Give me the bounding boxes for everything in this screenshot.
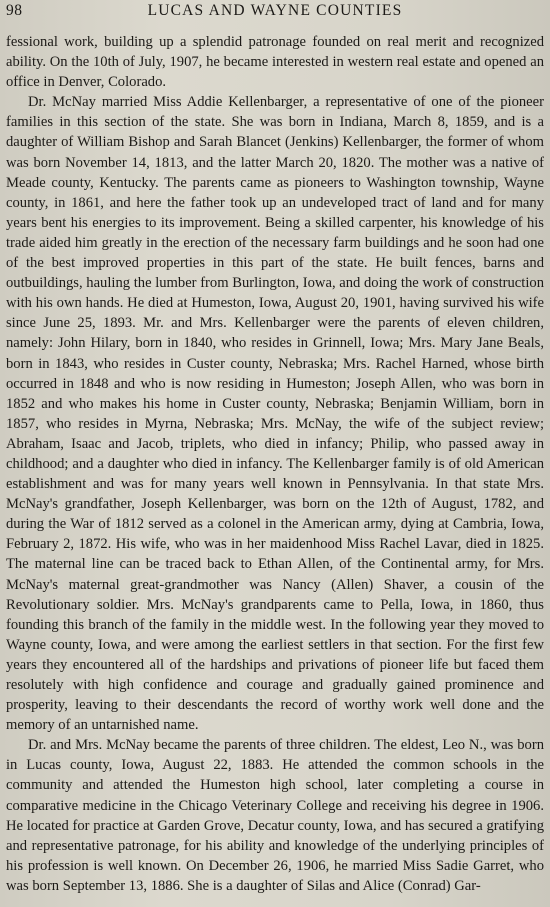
body-text [6, 32, 544, 896]
running-head [6, 2, 544, 24]
paragraph-continued: fessional work, building up a splendid patronage founded on real merit and recognized ability. On the 10th of July, 1907, he became interested in western real estate and opened an office in Denver, Colorado. [6, 34, 544, 91]
page-number: 98 [6, 2, 23, 19]
running-title: LUCAS AND WAYNE COUNTIES [147, 2, 403, 19]
paragraph-kellenbarger-family: Dr. McNay married Miss Addie Kellenbarger, a representative of one of the pioneer families in this section of the state. She was born in Indiana, March 8, 1859, and is a daughter of William Bishop and Sarah Blancet (Jenkins) Kellenbarger, the former of whom was born November 14, 1813, and the latter March 20, 1820. The mother was a native of Meade county, Kentucky. The parents came as pioneers to Washington township, Wayne county, in 1861, and here the father took up an undeveloped tract of land and for many years bent his energies to its improvement. Being a skilled carpenter, his knowledge of his trade aided him greatly in the erection of the necessary farm buildings and he soon had one of the best improved properties in this part of the state. He built fences, barns and outbuildings, hauling the lumber from Burlington, Iowa, and doing the work of construction with his own hands. He died at Humeston, Iowa, August 20, 1901, having survived his wife since June 25, 1893. Mr. and Mrs. Kellenbarger were the parents of eleven children, namely: John Hilary, born in 1840, who resides in Grinnell, Iowa; Mrs. Mary Jane Beals, born in 1843, who resides in Custer county, Nebraska; Mrs. Rachel Harned, whose birth occurred in 1848 and who is now residing in Humeston; Joseph Allen, who was born in 1852 and who makes his home in Custer county, Nebraska; Benjamin William, born in 1857, who resides in Myrna, Nebraska; Mrs. McNay, the wife of the subject review; Abraham, Isaac and Jacob, triplets, who died in infancy; Philip, who passed away in childhood; and a daughter who died in infancy. The Kellenbarger family is of old American establishment and was for many years well known in Pennsylvania. In that state Mrs. McNay's grandfather, Joseph Kellenbarger, was born on the 12th of August, 1782, and during the War of 1812 served as a colonel in the American army, dying at Cambria, Iowa, February 2, 1872. His wife, who was in her maidenhood Miss Rachel Lavar, died in 1825. The maternal line can be traced back to Ethan Allen, of the Continental army, for Mrs. McNay's maternal great-grandmother was Nancy (Allen) Shaver, a cousin of the Revolutionary soldier. Mrs. McNay's grandparents came to Pella, Iowa, in 1860, thus founding this branch of the family in the middle west. In the following year they moved to Wayne county, Iowa, and were among the earliest settlers in that section. For the first few years they encountered all of the hardships and privations of pioneer life but faced them resolutely with high confidence and courage and gradually gained prominence and prosperity, leaving to their descendants the record of worthy work well done and the memory of an untarnished name. [6, 94, 544, 734]
paragraph-mcnay-children: Dr. and Mrs. McNay became the parents of three children. The eldest, Leo N., was born in Lucas county, Iowa, August 22, 1883. He attended the common schools in the community and attended the Humeston high school, later completing a course in comparative medicine in the Chicago Veterinary College and receiving his degree in 1906. He located for practice at Garden Grove, Decatur county, Iowa, and has secured a gratifying and representative patronage, for his ability and knowledge of the underlying principles of his profession is well known. On December 26, 1906, he married Miss Sadie Garret, who was born September 13, 1886. She is a daughter of Silas and Alice (Conrad) Gar- [6, 737, 544, 894]
